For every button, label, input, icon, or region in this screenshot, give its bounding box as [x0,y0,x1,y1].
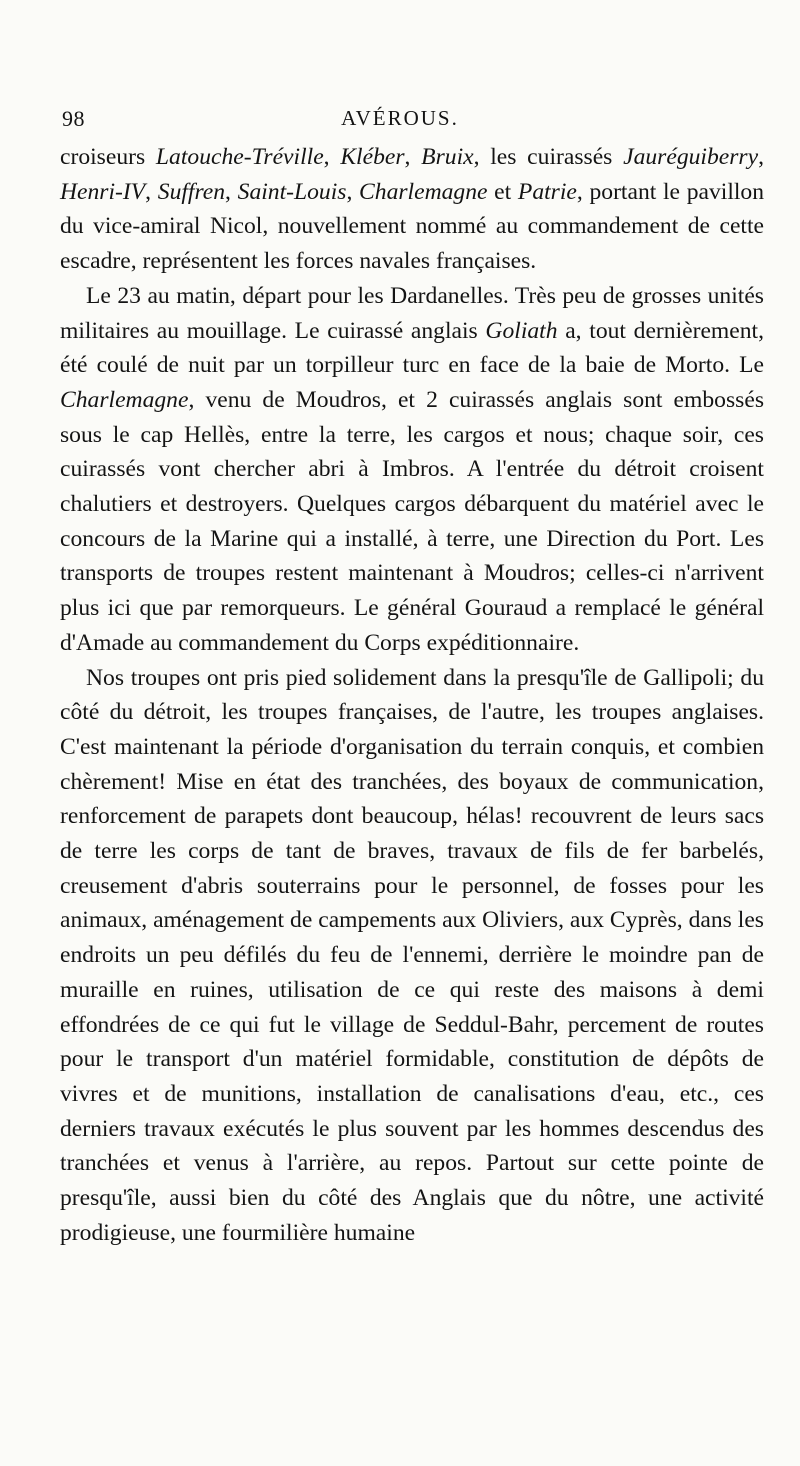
running-head: AVÉROUS. [341,106,459,130]
text-run: , [323,144,341,170]
italic-name: Suffren [157,178,226,205]
paragraph-2 [60,279,764,661]
page-header [0,106,800,140]
text-run: , [346,178,360,205]
text-run: , [758,144,764,170]
italic-name: Henri-IV [60,178,146,205]
text-run: , les cuirassés [473,144,624,170]
body-text [60,140,764,1251]
italic-name: Kléber [340,144,405,170]
text-run: a, tout dernièrement, été coulé de nuit par un torpilleur turc en face de la baie de Morto. Le [60,317,764,379]
paragraph-3 [60,661,764,1251]
page-number: 98 [62,106,85,131]
italic-name: Saint-Louis [237,178,347,205]
italic-name: Goliath [485,317,558,344]
italic-name: Jauréguiberry [623,144,759,170]
italic-name: Latouche-Tréville [155,144,324,170]
text-run: Nos troupes ont pris pied solidement dans la presqu'île de Gallipoli; du côté du détroit, les troupes françaises, de l'autre, les troupes anglaises. C'est maintenant la période d'organisation du terrain conquis, et combien chèrement! Mise en état des tranchées, des boyaux de communication, renforcement de parapets dont beaucoup, hélas! recouvrent de leurs sacs de terre les corps de tant de braves, travaux de fils de fer barbelés, creusement d'abris souterrains pour le personnel, de fosses pour les animaux, aménagement de campements aux Oliviers, aux Cyprès, dans les endroits un peu défilés du feu de l'ennemi, derrière le moindre pan de muraille en ruines, utilisation de ce qui reste des maisons à demi effondrées de ce qui fut le village de Seddul-Bahr, percement de routes pour le transport d'un matériel formidable, constitution de dépôts de vivres et de munitions, installation de canalisations d'eau, etc., ces derniers travaux exécutés le plus souvent par les hommes descendus des tranchées et venus à l'arrière, au repos. Partout sur cette pointe de presqu'île, aussi bien du côté des Anglais que du nôtre, une activité prodigieuse, une fourmilière humaine [60,664,764,1246]
text-run: et [487,178,518,205]
text-run: , portant le pavillon du vice-amiral Nicol, nouvellement nommé au commandement de cette escadre, représentent les forces navales françaises. [60,178,765,275]
italic-name: Charlemagne [359,178,488,205]
italic-name: Patrie [517,178,577,205]
text-run: , venu de Moudros, et 2 cuirassés anglais sont embossés sous le cap Hellès, entre la terre, les cargos et nous; chaque soir, ces cuirassés vont chercher abri à Imbros. A l'entrée du détroit croisent chalutiers et destroyers. Quelques cargos débarquent du matériel avec le concours de la Marine qui a installé, à terre, une Direction du Port. Les transports de troupes restent maintenant à Moudros; celles-ci n'arrivent plus ici que par remorqueurs. Le général Gouraud a remplacé le général d'Amade au commandement du Corps expéditionnaire. [60,386,764,656]
text-run: Le 23 au matin, départ pour les Dardanelles. Très peu de grosses unités militaires au mouillage. Le cuirassé anglais [60,282,764,344]
italic-name: Charlemagne [60,386,189,413]
italic-name: Bruix [421,144,474,170]
text-run: croiseurs [60,144,156,170]
text-run: , [404,144,422,170]
text-run: , [225,178,238,205]
text-run: , [145,178,158,205]
paragraph-1 [60,140,764,279]
